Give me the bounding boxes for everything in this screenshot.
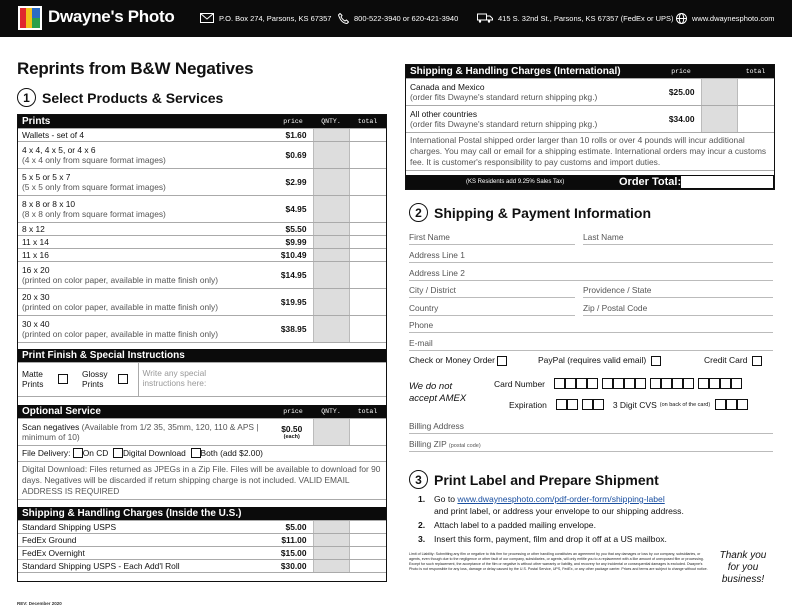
total-cell [349, 248, 386, 261]
item-price: $14.95 [273, 261, 313, 288]
order-total-label: Order Total: [619, 176, 682, 188]
total-cell [737, 78, 774, 105]
scan-qty-input[interactable] [313, 418, 349, 445]
digital-note: Digital Download: Files returned as JPEGs in a Zip File. Files will be available to download for 90 days. Negatives will be discarded if return shipping charge is not included. VALID EMAIL ADDRESS IS REQUIRED [18, 461, 386, 499]
table-row [18, 546, 386, 559]
check-label: Check or Money Order [409, 355, 495, 365]
steps-list [418, 493, 758, 547]
item-note: (4 x 4 only from square format images) [22, 154, 166, 165]
glossy-checkbox[interactable] [118, 374, 128, 384]
section-label: Print Label and Prepare Shipment [434, 471, 659, 488]
table-row [18, 222, 386, 235]
table-row [18, 533, 386, 546]
item-name: 11 x 14 [22, 236, 49, 247]
card-number-label: Card Number [494, 378, 546, 389]
finish-heading: Print Finish & Special Instructions [18, 349, 386, 362]
shipping-address-text: 415 S. 32nd St., Parsons, KS 67357 (FedEx or UPS) [498, 13, 674, 23]
qty-input[interactable] [313, 128, 349, 141]
total-cell [349, 235, 386, 248]
item-name: All other countries [410, 108, 478, 119]
order-total-bar [406, 175, 774, 189]
qty-input[interactable] [313, 546, 349, 559]
credit-option[interactable] [704, 355, 762, 366]
table-row [18, 288, 386, 315]
item-price: $11.00 [273, 533, 313, 546]
item-price: $5.50 [273, 222, 313, 235]
total-cell [349, 168, 386, 195]
qty-input[interactable] [313, 315, 349, 342]
step-1-text-2: and print label, or address your envelope to our shipping address. [434, 506, 684, 516]
item-name: Standard Shipping USPS - Each Add'l Roll [22, 560, 180, 571]
item-note: (printed on color paper, available in matte finish only) [22, 301, 218, 312]
address-line-2-field[interactable]: Address Line 2 [409, 264, 773, 281]
step-1: 1. Go to www.dwaynesphoto.com/pdf-order-form/shipping-label and print label, or address your envelope to our shipping address. [418, 494, 684, 516]
item-name: Canada and Mexico [410, 81, 485, 92]
section-number: 2 [409, 203, 428, 222]
brand-name: Dwayne's Photo [48, 7, 175, 26]
section-number: 1 [17, 88, 36, 107]
special-instructions-field[interactable] [138, 362, 386, 396]
header-bar [0, 0, 792, 37]
first-name-field[interactable]: First Name [409, 228, 575, 245]
intl-body [406, 78, 774, 132]
item-price: $25.00 [661, 78, 701, 105]
total-cell [349, 128, 386, 141]
price-col-header: price [273, 115, 313, 128]
price-col-header: price [273, 405, 313, 418]
thank-you: Thank you for you business! [719, 550, 767, 585]
qty-col-header: QNTY. [313, 405, 349, 418]
truck-icon [477, 13, 493, 23]
item-name: 5 x 5 or 5 x 7 [22, 171, 71, 182]
table-row [18, 520, 386, 533]
scan-label: Scan negatives [22, 421, 80, 432]
item-name: 11 x 16 [22, 249, 49, 260]
on-cd-label: On CD [82, 447, 109, 458]
item-name: 16 x 20 [22, 264, 50, 275]
item-name: 8 x 12 [22, 223, 45, 234]
mail-address [200, 13, 331, 23]
total-cell [349, 559, 386, 572]
item-note: (printed on color paper, available in matte finish only) [22, 328, 218, 339]
order-total-input[interactable] [681, 176, 773, 188]
qty-input[interactable] [313, 520, 349, 533]
item-note: (order fits Dwayne's standard return shipping pkg.) [410, 91, 598, 102]
card-number-group-2[interactable] [602, 378, 646, 389]
item-price: $34.00 [661, 105, 701, 132]
digital-checkbox[interactable] [113, 448, 123, 458]
total-cell [349, 261, 386, 288]
step-3-text: Insert this form, payment, film and drop it off at a US mailbox. [434, 534, 667, 544]
shipping-label-link[interactable]: www.dwaynesphoto.com/pdf-order-form/shipping-label [457, 494, 665, 504]
mail-address-text: P.O. Box 274, Parsons, KS 67357 [219, 13, 332, 23]
item-name: 4 x 4, 4 x 5, or 4 x 6 [22, 144, 96, 155]
section-1-heading [17, 88, 223, 107]
expiration-label: Expiration [509, 399, 547, 410]
table-row [18, 235, 386, 248]
globe-icon [676, 13, 687, 24]
total-cell [349, 195, 386, 222]
expiration-row [509, 399, 752, 410]
website[interactable] [676, 13, 775, 24]
qty-input[interactable] [313, 141, 349, 168]
qty-input[interactable] [313, 195, 349, 222]
credit-label: Credit Card [704, 355, 748, 365]
table-row [18, 261, 386, 288]
ship-us-body [18, 520, 386, 572]
email-field[interactable]: E-mail [409, 334, 773, 351]
both-checkbox[interactable] [191, 448, 201, 458]
table-row [18, 248, 386, 261]
qty-input[interactable] [313, 168, 349, 195]
exp-month[interactable] [556, 399, 578, 410]
country-field[interactable]: Country [409, 299, 575, 316]
billing-address-field[interactable]: Billing Address [409, 417, 773, 434]
check-option[interactable] [409, 355, 507, 366]
ship-intl-heading: Shipping & Handling Charges (International) [406, 65, 661, 78]
phone-info [338, 13, 458, 24]
amex-note: We do not accept AMEX [409, 381, 467, 404]
card-number-group-3[interactable] [650, 378, 694, 389]
billing-zip-label: Billing ZIP [409, 439, 447, 449]
table-row [18, 195, 386, 222]
qty-input[interactable] [313, 248, 349, 261]
paypal-label: PayPal (requires valid email) [538, 355, 647, 365]
card-number-group-4[interactable] [698, 378, 742, 389]
scan-row [18, 418, 386, 445]
scan-sub: (Available from 1/2 35, 35mm, 120, 110 & APS | minimum of 10) [22, 421, 259, 442]
total-cell [349, 222, 386, 235]
card-number-row [494, 378, 746, 389]
price-col-header: price [661, 65, 701, 78]
delivery-label: File Delivery: [22, 447, 71, 458]
ship-us-table [18, 507, 386, 573]
total-cell [349, 520, 386, 533]
envelope-icon [200, 13, 214, 23]
delivery-row [18, 445, 386, 461]
item-note: (printed on color paper, available in matte finish only) [22, 274, 218, 285]
scan-price: $0.50 [281, 423, 303, 434]
table-row [406, 105, 774, 132]
matte-checkbox[interactable] [58, 374, 68, 384]
table-row [18, 559, 386, 572]
item-price: $38.95 [273, 315, 313, 342]
billing-zip-field[interactable] [409, 435, 773, 452]
table-row [18, 141, 386, 168]
tax-note: (KS Residents add 9.25% Sales Tax) [466, 179, 565, 185]
item-price: $1.60 [273, 128, 313, 141]
item-price: $0.69 [273, 141, 313, 168]
item-name: Wallets - set of 4 [22, 129, 85, 140]
item-price: $15.00 [273, 546, 313, 559]
qty-col-header: QNTY. [313, 115, 349, 128]
state-field[interactable]: Providence / State [583, 281, 773, 298]
qty-input[interactable] [313, 533, 349, 546]
table-row [18, 128, 386, 141]
paypal-checkbox[interactable] [651, 356, 661, 366]
finish-table [18, 349, 386, 397]
phone-field[interactable]: Phone [409, 316, 773, 333]
total-col-header: total [737, 65, 774, 78]
total-col-header: total [349, 405, 386, 418]
credit-checkbox[interactable] [752, 356, 762, 366]
item-name: Standard Shipping USPS [22, 521, 117, 532]
dwaynes-logo-icon [18, 6, 42, 30]
section-label: Select Products & Services [42, 89, 224, 106]
item-name: 8 x 8 or 8 x 10 [22, 198, 76, 209]
item-note: (5 x 5 only from square format images) [22, 181, 166, 192]
phone-text: 800-522-3940 or 620-421-3940 [354, 14, 459, 23]
total-cell [349, 546, 386, 559]
exp-year[interactable] [582, 399, 604, 410]
check-checkbox[interactable] [497, 356, 507, 366]
item-name: FedEx Ground [22, 534, 77, 545]
total-cell [349, 533, 386, 546]
card-number-group-1[interactable] [554, 378, 598, 389]
step-3: 3. Insert this form, payment, film and drop it off at a US mailbox. [418, 534, 667, 544]
shipping-address [477, 13, 674, 23]
instructions-placeholder: Write any special instructions here: [142, 367, 207, 388]
optional-heading: Optional Service [18, 405, 273, 418]
paypal-option[interactable] [538, 355, 661, 366]
zip-field[interactable]: Zip / Postal Code [583, 299, 773, 316]
section-number: 3 [409, 470, 428, 489]
revision: REV: December 2020 [17, 601, 62, 606]
matte-option[interactable] [18, 362, 78, 396]
step-1-text: Go to [434, 494, 456, 504]
table-row [18, 168, 386, 195]
cvs-label: 3 Digit CVS [612, 399, 657, 410]
section-3-heading [409, 470, 659, 489]
item-price: $4.95 [273, 195, 313, 222]
total-cell [737, 105, 774, 132]
total-cell [349, 315, 386, 342]
item-price: $9.99 [273, 235, 313, 248]
digital-label: Digital Download [123, 447, 186, 458]
step-2: 2. Attach label to a padded mailing envelope. [418, 520, 596, 530]
ship-intl-table [406, 65, 774, 171]
item-name: FedEx Overnight [22, 547, 85, 558]
item-name: 20 x 30 [22, 291, 50, 302]
phone-icon [338, 13, 349, 24]
total-cell [349, 141, 386, 168]
table-row [406, 78, 774, 105]
item-price: $19.95 [273, 288, 313, 315]
table-row [18, 315, 386, 342]
ship-us-heading: Shipping & Handling Charges (Inside the U.S.) [18, 507, 386, 520]
scan-each: (each) [283, 433, 300, 440]
prints-table [18, 115, 386, 343]
item-price: $5.00 [273, 520, 313, 533]
glossy-label: Glossy Prints [82, 369, 108, 389]
section-2-heading [409, 203, 651, 222]
item-price: $10.49 [273, 248, 313, 261]
qty-input[interactable] [313, 559, 349, 572]
intl-note: International Postal shipped order larger than 10 rolls or over 4 pounds will incur additional charges. You may call or email for a shipping estimate. International orders may incur a customs fee. It is customer's responsibility to pay customs and import duties. [406, 132, 774, 170]
item-name: 30 x 40 [22, 318, 50, 329]
item-price: $2.99 [273, 168, 313, 195]
qty-input[interactable] [313, 235, 349, 248]
step-2-text: Attach label to a padded mailing envelope. [434, 520, 596, 530]
both-label: Both (add $2.00) [200, 447, 263, 458]
prints-body [18, 128, 386, 342]
address-line-1-field[interactable]: Address Line 1 [409, 246, 773, 263]
item-note: (8 x 8 only from square format images) [22, 208, 166, 219]
total-col-header: total [349, 115, 386, 128]
item-price: $30.00 [273, 559, 313, 572]
website-text: www.dwaynesphoto.com [692, 14, 775, 23]
cvs-sub: (on back of the card) [659, 401, 711, 408]
scan-total [349, 418, 386, 445]
billing-zip-sub: (postal code) [448, 443, 481, 449]
qty-input[interactable] [313, 288, 349, 315]
total-cell [349, 288, 386, 315]
on-cd-checkbox[interactable] [73, 448, 83, 458]
optional-table [18, 405, 386, 500]
prints-heading: Prints [18, 115, 273, 128]
section-label: Shipping & Payment Information [434, 204, 652, 221]
item-note: (order fits Dwayne's standard return shipping pkg.) [410, 118, 598, 129]
qty-input[interactable] [701, 105, 737, 132]
qty-col-header [701, 65, 737, 78]
qty-input[interactable] [313, 222, 349, 235]
glossy-option[interactable] [78, 362, 138, 396]
city-field[interactable]: City / District [409, 281, 575, 298]
page-title: Reprints from B&W Negatives [17, 59, 254, 78]
liability-text: Limit of Liability: Submitting any film or negative to this firm for processing or other handling constitutes an agreement by you that any damages or loss by our company, subsidiaries, or agents, even though due to the negligence or other fault of our company, subsidiaries, or agents, will only entitle you to a replacement with a like amount of unexposed film or processing. Except for such replacement, the acceptance of the film or negative is without other warranty or liability, and recovery for any incidental or consequential damages is excluded. Dwayne's Photo is not responsible for any loss, damage or delay caused by the U.S. Postal Service, UPS, FedEx, or any other package carrier. Prices and terms are subject to change without notice. [409, 552, 708, 571]
prints-header-row [18, 115, 386, 128]
last-name-field[interactable]: Last Name [583, 228, 773, 245]
qty-input[interactable] [701, 78, 737, 105]
qty-input[interactable] [313, 261, 349, 288]
matte-label: Matte Prints [22, 369, 44, 389]
cvs-input[interactable] [715, 399, 748, 410]
